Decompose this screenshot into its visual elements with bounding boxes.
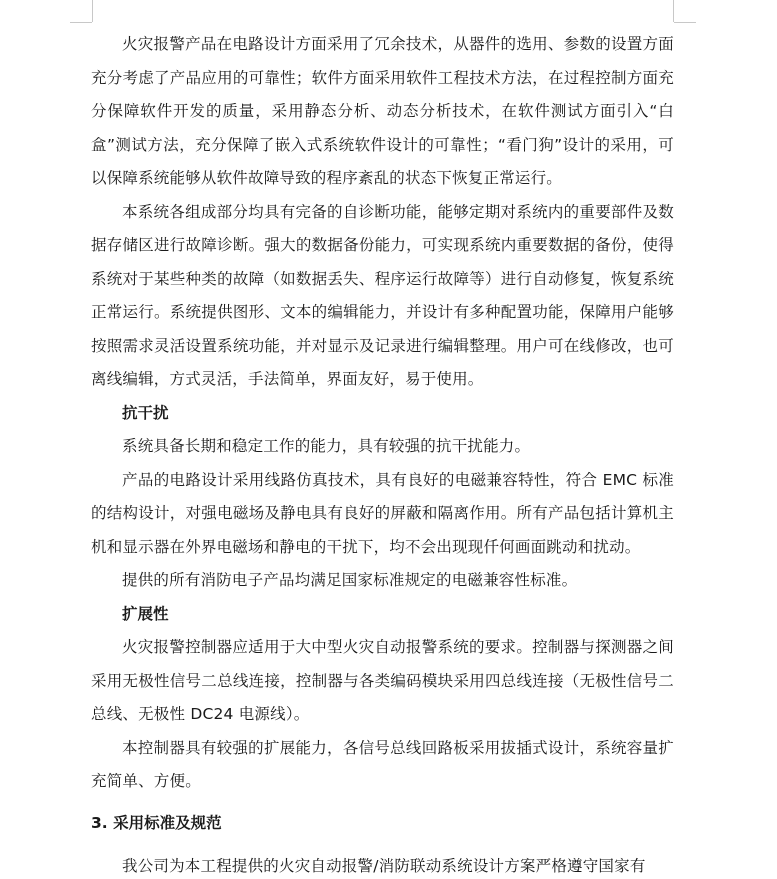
paragraph-bus-connection: 火灾报警控制器应适用于大中型火灾自动报警系统的要求。控制器与探测器之间采用无极性信号二总线连接，控制器与各类编码模块采用四总线连接（无极性信号二总线、无极性 DC24 电源线）。 [91, 638, 674, 723]
paragraph-redundancy: 火灾报警产品在电路设计方面采用了冗余技术，从器件的选用、参数的设置方面充分考虑了产品应用的可靠性；软件方面采用软件工程技术方法，在过程控制方面充分保障软件开发的质量，采用静态分析、动态分析技术，在软件测试方面引入“白盒”测试方法，充分保障了嵌入式系统软件设计的可靠性；“看门狗”设计的采用，可以保障系统能够从软件故障导致的程序紊乱的状态下恢复正常运行。 [91, 35, 674, 187]
crop-mark-top-right-horizontal [674, 22, 696, 23]
crop-mark-top-right-vertical [673, 0, 674, 22]
paragraph-self-diagnosis: 本系统各组成部分均具有完备的自诊断功能，能够定期对系统内的重要部件及数据存储区进行故障诊断。强大的数据备份能力，可实现系统内重要数据的备份，使得系统对于某些种类的故障（如数据丢失、程序运行故障等）进行自动修复，恢复系统正常运行。系统提供图形、文本的编辑能力，并设计有多种配置功能，保障用户能够按照需求灵活设置系统功能，并对显示及记录进行编辑整理。用户可在线修改，也可离线编辑，方式灵活，手法简单，界面友好，易于使用。 [91, 202, 674, 388]
section-heading-standards: 3. 采用标准及规范 [91, 813, 222, 832]
paragraph-stability: 系统具备长期和稳定工作的能力，具有较强的抗干扰能力。 [122, 437, 531, 455]
crop-mark-top-left-vertical [92, 0, 93, 22]
paragraph-emc-standard: 提供的所有消防电子产品均满足国家标准规定的电磁兼容性标准。 [122, 571, 578, 589]
paragraph-expansion: 本控制器具有较强的扩展能力，各信号总线回路板采用拔插式设计，系统容量扩充简单、方便。 [91, 738, 674, 790]
heading-extensibility: 扩展性 [122, 604, 169, 623]
crop-mark-top-left-horizontal [70, 22, 92, 23]
heading-anti-interference: 抗干扰 [122, 403, 169, 422]
paragraph-standards-partial: 我公司为本工程提供的火灾自动报警/消防联动系统设计方案严格遵守国家有 [122, 857, 646, 875]
paragraph-emc: 产品的电路设计采用线路仿真技术，具有良好的电磁兼容特性，符合 EMC 标准的结构设计，对强电磁场及静电具有良好的屏蔽和隔离作用。所有产品包括计算机主机和显示器在外界电磁场和静电的干扰下，均不会出现现仟何画面跳动和扰动。 [91, 470, 674, 556]
document-body[interactable] [91, 28, 674, 879]
